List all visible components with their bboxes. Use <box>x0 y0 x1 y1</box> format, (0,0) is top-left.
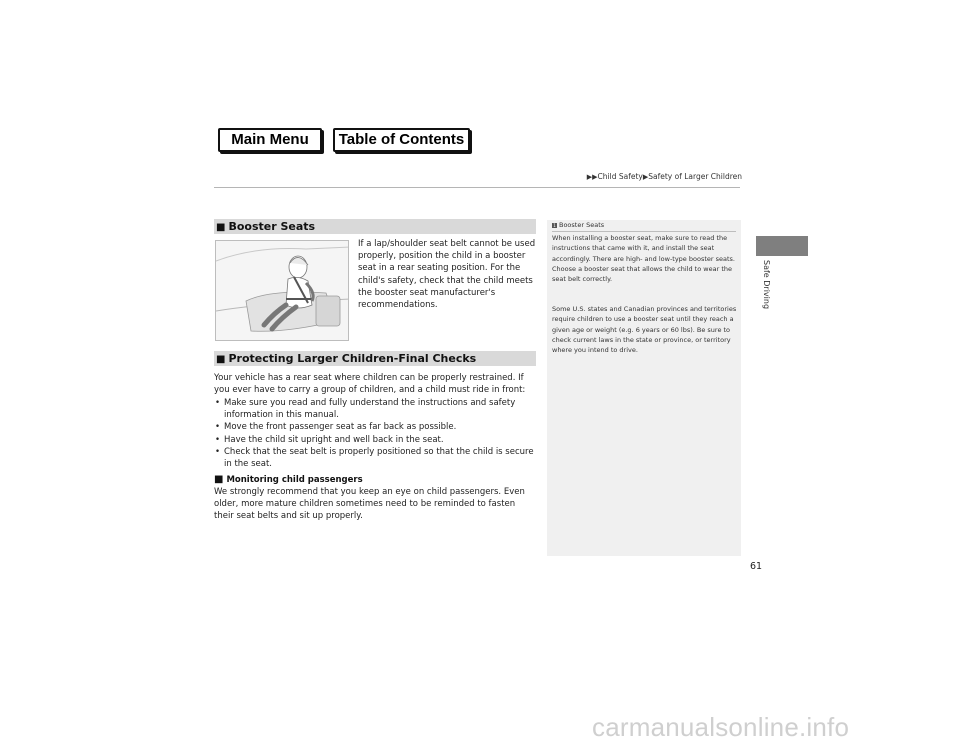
bullet-icon: • <box>215 446 221 457</box>
side-tab-marker <box>756 236 808 256</box>
table-of-contents-button[interactable]: Table of Contents <box>333 128 470 152</box>
breadcrumb-arrow-icon: ▶ <box>642 173 649 181</box>
bullet-icon: • <box>215 434 221 445</box>
child-in-booster-seat-icon <box>216 241 349 341</box>
watermark-text: carmanualsonline.info <box>592 712 850 742</box>
monitoring-heading: ■ Monitoring child passengers <box>214 474 363 485</box>
square-bullet-icon: ■ <box>214 474 224 485</box>
list-item: • Move the front passenger seat as far back as possible. <box>215 422 457 433</box>
breadcrumb <box>587 172 742 181</box>
booster-seats-heading <box>214 219 536 234</box>
square-bullet-icon: ■ <box>216 354 226 365</box>
list-item: • Have the child sit upright and well back in the seat. <box>215 434 444 445</box>
protecting-children-heading <box>214 351 536 366</box>
square-bullet-icon: ■ <box>216 222 226 233</box>
breadcrumb-item-child-safety[interactable]: Child Safety <box>597 172 643 181</box>
breadcrumb-item-larger-children[interactable]: Safety of Larger Children <box>648 172 742 181</box>
page-number: 61 <box>750 561 763 572</box>
bullet-icon: • <box>215 398 221 408</box>
note-divider <box>552 231 736 232</box>
note-paragraph-1: When installing a booster seat, make sure to read the instructions that came with it, and install the seat accordingly. There are high- and low-type booster seats. Choose a booster seat that allows the child to wear the seat belt correctly. <box>552 234 735 284</box>
note-panel <box>547 220 741 556</box>
protecting-children-heading-text: Protecting Larger Children-Final Checks <box>228 352 477 365</box>
booster-seat-illustration <box>215 240 349 341</box>
bullet-icon: • <box>215 422 221 433</box>
protecting-intro-text: Your vehicle has a rear seat where children can be properly restrained. If you ever have to carry a group of children, and a child must ride in front: <box>214 373 526 396</box>
note-title: 1 Booster Seats <box>553 221 605 229</box>
list-item: • Check that the seat belt is properly positioned so that the child is secure in the seat. <box>215 446 534 470</box>
monitoring-text: We strongly recommend that you keep an eye on child passengers. Even older, more mature children sometimes need to be reminded to fasten their seat belts and sit up properly. <box>214 487 525 522</box>
breadcrumb-arrow-icon: ▶▶ <box>586 173 598 181</box>
booster-seats-text: If a lap/shoulder seat belt cannot be used properly, position the child in a booster seat in a rear seating position. For the child's safety, check that the child meets the booster seat manufacturer's recommendations. <box>358 239 536 311</box>
final-checks-list <box>214 397 536 470</box>
note-paragraph-2: Some U.S. states and Canadian provinces and territories require children to use a booster seat until they reach a given age or weight (e.g. 6 years or 60 lbs). Be sure to check current laws in the state or province, or territory where you intend to drive. <box>552 305 737 355</box>
booster-seats-heading-text: Booster Seats <box>228 220 316 233</box>
side-tab-label: Safe Driving <box>762 260 771 310</box>
list-item: • Make sure you read and fully understand the instructions and safety information in this manual. <box>215 398 516 421</box>
header-divider <box>214 187 740 188</box>
main-menu-button[interactable]: Main Menu <box>218 128 322 152</box>
note-number-icon: 1 <box>553 222 556 228</box>
